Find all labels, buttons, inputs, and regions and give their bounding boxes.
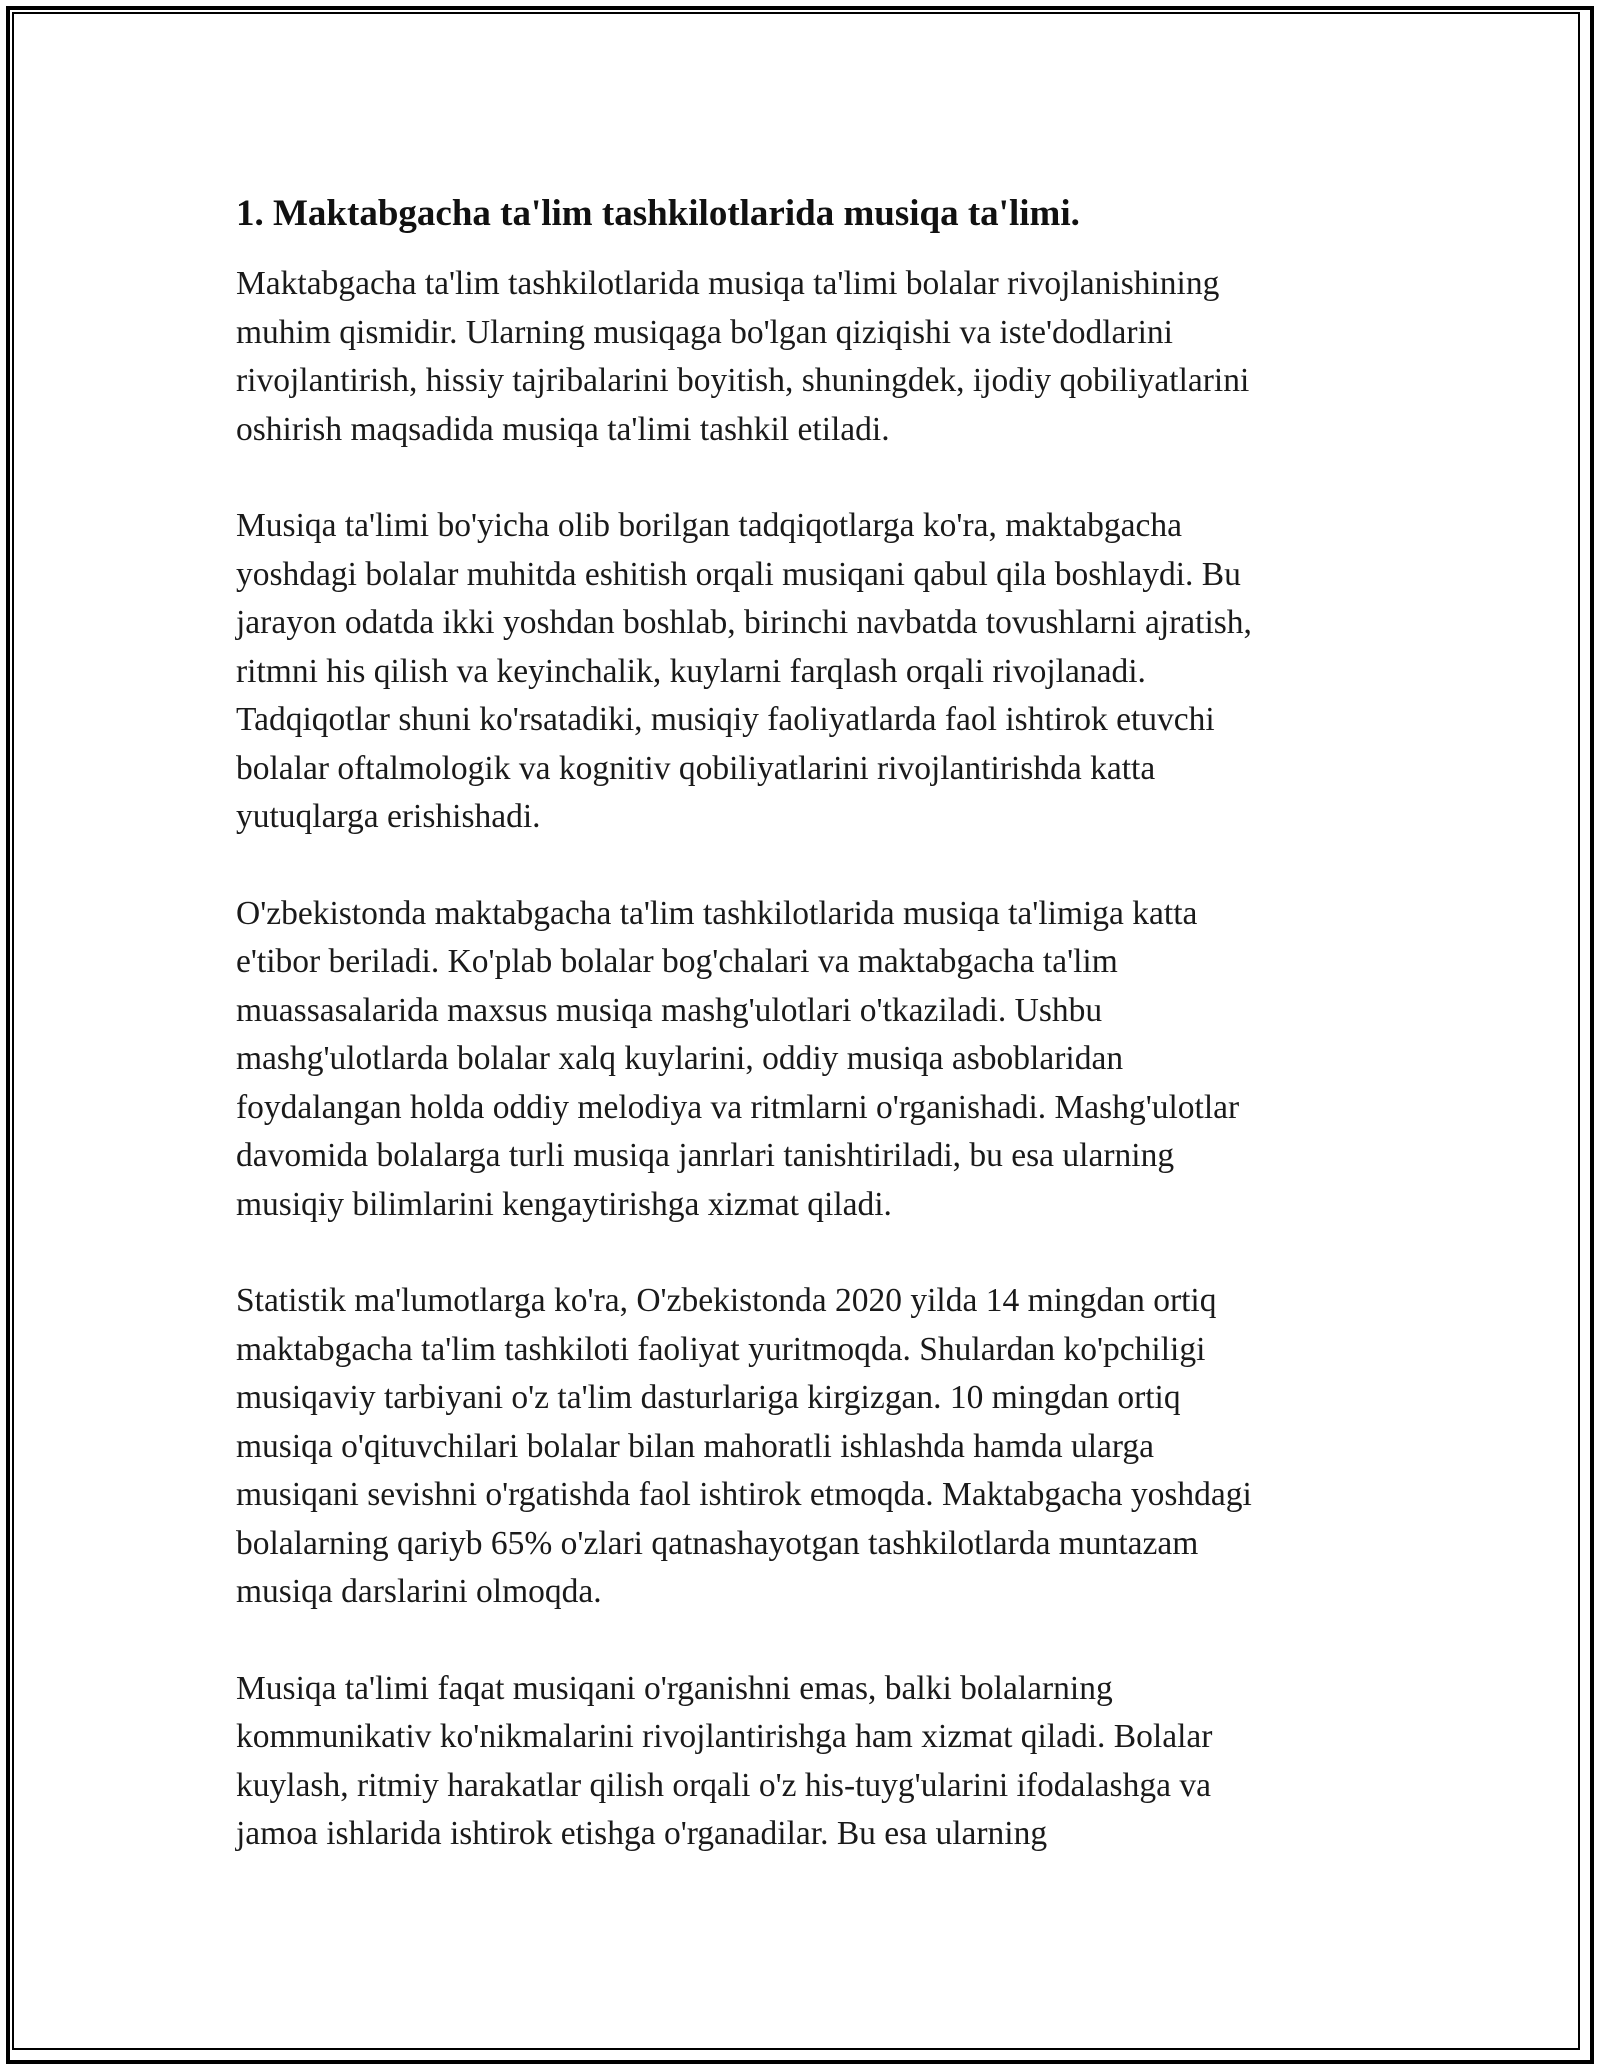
text-line: yutuqlarga erishishadi.: [236, 798, 541, 835]
text-line: ritmni his qilish va keyinchalik, kuylarni farqlash orqali rivojlanadi.: [236, 652, 1146, 690]
text-line: mashg'ulotlarda bolalar xalq kuylarini, oddiy musiqa asboblaridan: [236, 1040, 1124, 1077]
text-line: musiqa darslarini olmoqda.: [236, 1573, 602, 1610]
text-line: Musiqa ta'limi faqat musiqani o'rganishni emas, balki bolalarning: [236, 1669, 1113, 1707]
text-line: bolalarning qariyb 65% o'zlari qatnashayotgan tashkilotlarda muntazam: [236, 1524, 1199, 1562]
text-line: muassasalarida maxsus musiqa mashg'ulotlari o'tkaziladi. Ushbu: [236, 991, 1103, 1029]
text-line: Maktabgacha ta'lim tashkilotlarida musiqa ta'limi bolalar rivojlanishining: [236, 265, 1220, 302]
text-line: musiqiy bilimlarini kengaytirishga xizmat qiladi.: [236, 1185, 892, 1223]
text-line: maktabgacha ta'lim tashkiloti faoliyat yuritmoqda. Shulardan ko'pchiligi: [236, 1330, 1206, 1368]
text-line: rivojlantirish, hissiy tajribalarini boyitish, shuningdek, ijodiy qobiliyatlarini: [236, 362, 1250, 399]
text-line: musiqaviy tarbiyani o'z ta'lim dasturlariga kirgizgan. 10 mingdan ortiq: [236, 1379, 1181, 1416]
text-line: Musiqa ta'limi bo'yicha olib borilgan tadqiqotlarga ko'ra, maktabgacha: [236, 507, 1182, 544]
text-line: muhim qismidir. Ularning musiqaga bo'lgan qiziqishi va iste'dodlarini: [236, 313, 1173, 351]
text-line: kommunikativ ko'nikmalarini rivojlantirishga ham xizmat qiladi. Bolalar: [236, 1718, 1213, 1755]
paragraph-research: [236, 502, 1366, 842]
text-line: kuylash, ritmiy harakatlar qilish orqali o'z his-tuyg'ularini ifodalashga va: [236, 1766, 1211, 1804]
text-line: foydalangan holda oddiy melodiya va ritmlarni o'rganishadi. Mashg'ulotlar: [236, 1088, 1240, 1126]
text-line: jamoa ishlarida ishtirok etishga o'rganadilar. Bu esa ularning: [236, 1815, 1048, 1852]
paragraph-statistics: [236, 1277, 1366, 1617]
text-line: oshirish maqsadida musiqa ta'limi tashkil etiladi.: [236, 410, 890, 448]
text-line: bolalar oftalmologik va kognitiv qobiliyatlarini rivojlantirishda katta: [236, 749, 1156, 787]
text-line: e'tibor beriladi. Ko'plab bolalar bog'chalari va maktabgacha ta'lim: [236, 943, 1118, 980]
text-line: Tadqiqotlar shuni ko'rsatadiki, musiqiy faoliyatlarda faol ishtirok etuvchi: [236, 701, 1215, 738]
text-line: jarayon odatda ikki yoshdan boshlab, birinchi navbatda tovushlarni ajratish,: [236, 604, 1252, 641]
text-line: davomida bolalarga turli musiqa janrlari tanishtiriladi, bu esa ularning: [236, 1137, 1175, 1174]
text-line: yoshdagi bolalar muhitda eshitish orqali musiqani qabul qila boshlaydi. Bu: [236, 555, 1241, 593]
paragraph-communication: [236, 1665, 1366, 1859]
section-heading: 1. Maktabgacha ta'lim tashkilotlarida musiqa ta'limi.: [236, 193, 1080, 234]
paragraph-intro: [236, 260, 1366, 454]
document-body: [236, 188, 1366, 1859]
text-line: Statistik ma'lumotlarga ko'ra, O'zbekistonda 2020 yilda 14 mingdan ortiq: [236, 1282, 1217, 1319]
paragraph-uzbekistan: [236, 890, 1366, 1230]
text-line: O'zbekistonda maktabgacha ta'lim tashkilotlarida musiqa ta'limiga katta: [236, 894, 1198, 932]
text-line: musiqani sevishni o'rgatishda faol ishtirok etmoqda. Maktabgacha yoshdagi: [236, 1476, 1252, 1513]
text-line: musiqa o'qituvchilari bolalar bilan mahoratli ishlashda hamda ularga: [236, 1427, 1155, 1465]
